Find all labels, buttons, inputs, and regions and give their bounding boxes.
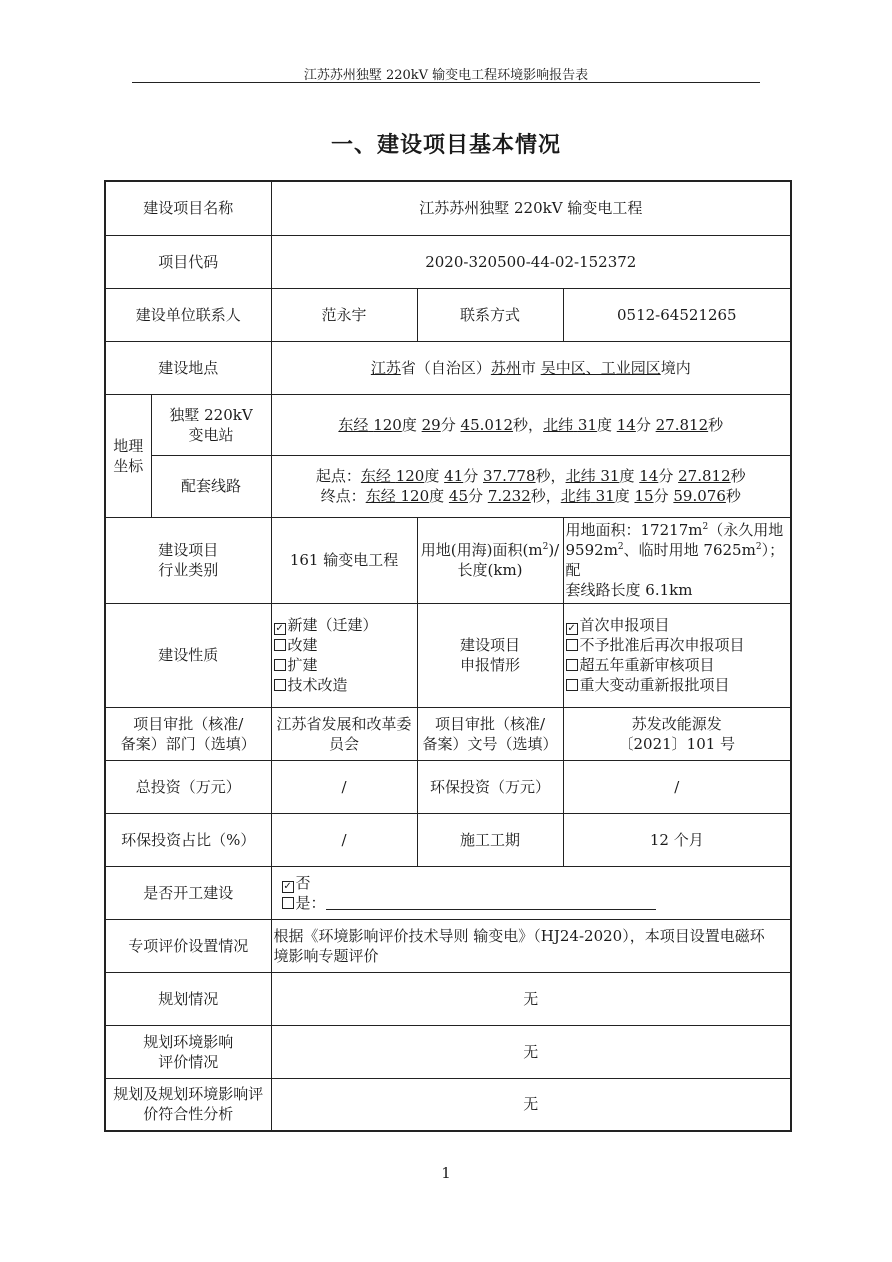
location-district-suffix: 境内 <box>660 358 691 377</box>
declare-option-major-change[interactable]: 重大变动重新报批项目 <box>566 675 789 695</box>
line-end: 终点：东经 120度 45分 7.232秒，北纬 31度 15分 59.076秒 <box>320 487 741 505</box>
line-coordinates <box>271 455 791 517</box>
nature-option-tech[interactable]: 技术改造 <box>274 675 415 695</box>
contact-method-value: 0512-64521265 <box>563 288 791 341</box>
started-option-no[interactable]: ✓ 否 <box>283 873 311 892</box>
planning-value: 无 <box>271 972 791 1025</box>
env-investment-value: / <box>563 760 791 813</box>
ratio-value: / <box>271 813 417 866</box>
ratio-label: 环保投资占比（%） <box>105 813 271 866</box>
station-label-a: 独墅 220kV <box>169 405 253 424</box>
location-city: 苏州 <box>490 358 521 377</box>
row-investment <box>105 760 791 813</box>
planning-env-label: 规划环境影响 评价情况 <box>105 1025 271 1078</box>
declare-option-resubmit[interactable]: 不予批准后再次申报项目 <box>566 635 789 655</box>
location-province-suffix: 省（自治区） <box>400 358 491 377</box>
row-special <box>105 919 791 972</box>
location-label: 建设地点 <box>105 341 271 394</box>
row-contact <box>105 288 791 341</box>
nature-option-rebuild[interactable]: 改建 <box>274 635 415 655</box>
declare-label: 建设项目 申报情形 <box>417 603 563 707</box>
running-header: 江苏苏州独墅 220kV 输变电工程环境影响报告表 <box>303 68 589 83</box>
checkbox-checked-icon[interactable]: ✓ <box>275 623 284 634</box>
location-province: 江苏 <box>370 358 401 377</box>
period-label: 施工工期 <box>417 813 563 866</box>
station-lat: 北纬 31 <box>543 415 597 434</box>
row-compliance <box>105 1078 791 1131</box>
compliance-value: 无 <box>271 1078 791 1131</box>
checkbox-checked-icon[interactable]: ✓ <box>567 623 576 634</box>
special-value: 根据《环境影响评价技术导则 输变电》（HJ24-2020），本项目设置电磁环 境影响专题评价 <box>271 919 791 972</box>
row-planning-env <box>105 1025 791 1078</box>
started-label: 是否开工建设 <box>105 866 271 919</box>
project-code-label: 项目代码 <box>105 235 271 288</box>
location-city-suffix: 市 <box>520 358 536 377</box>
line-start: 起点：东经 120度 41分 37.778秒，北纬 31度 14分 27.812秒 <box>315 467 746 485</box>
station-label <box>151 394 271 455</box>
row-started <box>105 866 791 919</box>
location-value <box>271 341 791 394</box>
industry-value: 161 输变电工程 <box>271 517 417 603</box>
period-value: 12 个月 <box>563 813 791 866</box>
investment-label: 总投资（万元） <box>105 760 271 813</box>
planning-label: 规划情况 <box>105 972 271 1025</box>
page-title: 一、建设项目基本情况 <box>330 133 561 158</box>
declare-options <box>563 603 791 707</box>
approval-dept-value: 江苏省发展和改革委 员会 <box>271 707 417 760</box>
row-project-name <box>105 181 791 235</box>
geo-label <box>105 394 151 517</box>
geo-label-b: 坐标 <box>113 456 144 475</box>
contact-label: 建设单位联系人 <box>105 288 271 341</box>
checkbox-icon[interactable] <box>566 679 578 691</box>
nature-option-new[interactable]: ✓ 新建（迁建） <box>275 616 378 634</box>
checkbox-icon[interactable] <box>274 639 286 651</box>
project-name-value: 江苏苏州独墅 220kV 输变电工程 <box>271 181 791 235</box>
row-industry <box>105 517 791 603</box>
checkbox-icon[interactable] <box>274 659 286 671</box>
investment-value: / <box>271 760 417 813</box>
checkbox-checked-icon[interactable]: ✓ <box>283 880 292 892</box>
declare-option-first[interactable]: ✓ 首次申报项目 <box>567 616 670 634</box>
industry-label: 建设项目 行业类别 <box>105 517 271 603</box>
nature-options <box>271 603 417 707</box>
row-geo-line <box>105 455 791 517</box>
row-ratio <box>105 813 791 866</box>
station-label-b: 变电站 <box>188 425 234 444</box>
project-name-label: 建设项目名称 <box>105 181 271 235</box>
checkbox-icon[interactable] <box>566 659 578 671</box>
checkbox-icon[interactable] <box>282 897 294 909</box>
planning-env-value: 无 <box>271 1025 791 1078</box>
area-value: 用地面积：$17217m^2$（永久用地 $9592m^2$、临时用地 $7625m^2$）；配 套线路长度 6.1km <box>563 517 791 603</box>
project-info-table <box>104 180 792 1132</box>
location-district: 吴中区、工业园区 <box>540 358 661 377</box>
page-number: 1 <box>441 1164 451 1182</box>
row-project-code <box>105 235 791 288</box>
started-option-yes[interactable]: 是： <box>282 893 789 913</box>
approval-doc-label: 项目审批（核准/ 备案）文号（选填） <box>417 707 563 760</box>
header-rule <box>132 82 760 83</box>
line-label: 配套线路 <box>151 455 271 517</box>
nature-label: 建设性质 <box>105 603 271 707</box>
station-lng: 东经 120 <box>338 415 402 434</box>
approval-dept-label: 项目审批（核准/ 备案）部门（选填） <box>105 707 271 760</box>
station-coordinates: 东经 120度 29分 45.012秒，北纬 31度 14分 27.812秒 <box>271 394 791 455</box>
declare-option-five-year[interactable]: 超五年重新审核项目 <box>566 655 789 675</box>
approval-doc-value: 苏发改能源发 〔2021〕101 号 <box>563 707 791 760</box>
started-options <box>271 866 791 919</box>
geo-label-a: 地理 <box>113 436 144 455</box>
row-planning <box>105 972 791 1025</box>
row-nature <box>105 603 791 707</box>
row-approval <box>105 707 791 760</box>
row-location <box>105 341 791 394</box>
contact-method-label: 联系方式 <box>417 288 563 341</box>
row-geo-station <box>105 394 791 455</box>
yes-blank-line[interactable] <box>326 895 656 910</box>
area-label: 用地(用海)面积$(m^2)/$ 长度(km) <box>417 517 563 603</box>
nature-option-expand[interactable]: 扩建 <box>274 655 415 675</box>
project-code-value: 2020-320500-44-02-152372 <box>271 235 791 288</box>
contact-value: 范永宇 <box>271 288 417 341</box>
checkbox-icon[interactable] <box>274 679 286 691</box>
env-investment-label: 环保投资（万元） <box>417 760 563 813</box>
compliance-label: 规划及规划环境影响评 价符合性分析 <box>105 1078 271 1131</box>
checkbox-icon[interactable] <box>566 639 578 651</box>
special-label: 专项评价设置情况 <box>105 919 271 972</box>
